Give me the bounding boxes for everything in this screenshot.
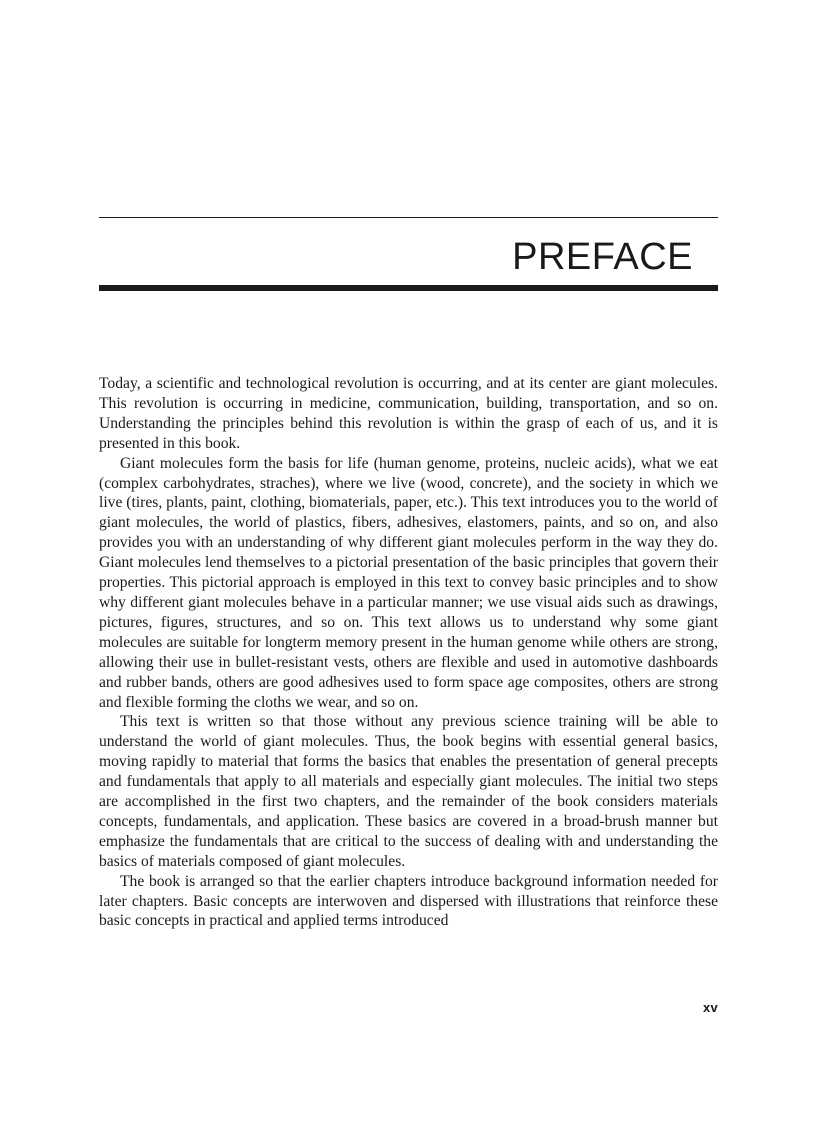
paragraph-3: This text is written so that those without any previous science training will be able to understand the world of giant molecules. Thus, the book begins with essential general basics, moving rapidly to material that forms the basics that enables the presentation of general precepts and fundamentals that apply to all materials and especially giant molecules. The initial two steps are accomplished in the first two chapters, and the remainder of the book considers materials concepts, fundamentals, and application. These basics are covered in a broad-brush manner but emphasize the fundamentals that are critical to the success of dealing with and understanding the basics of materials composed of giant molecules. [99, 713, 718, 870]
paragraph-1: Today, a scientific and technological revolution is occurring, and at its center are giant molecules. This revolution is occurring in medicine, communication, building, transportation, and so on. Understanding the principles behind this revolution is within the grasp of each of us, and it is presented in this book. [99, 375, 718, 452]
header-bottom-rule [99, 285, 718, 291]
paragraph-4: The book is arranged so that the earlier chapters introduce background information needed for later chapters. Basic concepts are interwoven and dispersed with illustrations that reinforce these basic concepts in practical and applied terms introduced [99, 872, 718, 930]
preface-body [99, 374, 718, 931]
paragraph-2: Giant molecules form the basis for life (human genome, proteins, nucleic acids), what we eat (complex carbohydrates, straches), where we live (wood, concrete), and the society in which we live (tires, plants, paint, clothing, biomaterials, paper, etc.). This text introduces you to the world of giant molecules, the world of plastics, fibers, adhesives, elastomers, paints, and so on, and also provides you with an understanding of why different giant molecules perform in the way they do. Giant molecules lend themselves to a pictorial presentation of the basic principles that govern their properties. This pictorial approach is employed in this text to convey basic principles and to show why different giant molecules behave in a particular manner; we use visual aids such as drawings, pictures, figures, structures, and so on. This text allows us to understand why some giant molecules are suitable for longterm memory present in the human genome while others are strong, allowing their use in bullet-resistant vests, others are flexible and used in automotive dashboards and rubber bands, others are good adhesives used to form space age composites, others are strong and flexible forming the cloths we wear, and so on. [99, 454, 718, 711]
header-top-rule [99, 217, 718, 218]
page-title: PREFACE [512, 236, 693, 278]
page-number: xv [702, 1000, 718, 1015]
